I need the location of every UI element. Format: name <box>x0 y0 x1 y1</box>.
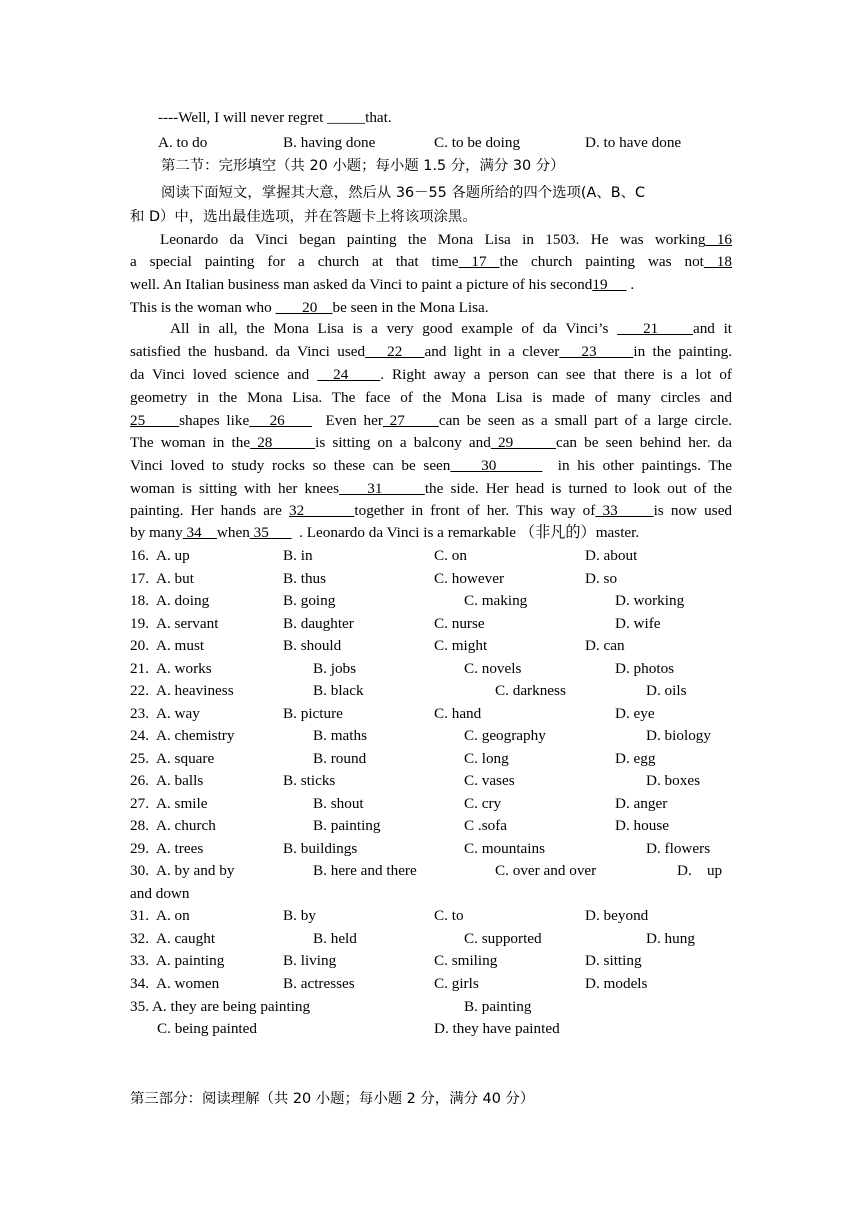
q35-option-c: C. being painted <box>157 1020 257 1037</box>
option-b: B. buildings <box>283 839 358 857</box>
option-c: C. however <box>434 569 505 587</box>
option-c: C. smiling <box>434 952 498 969</box>
passage-line: painting. Her hands are 32 together in front of her. This way of 33 is now used <box>130 502 733 519</box>
option-b: B. here and there <box>313 862 417 879</box>
question-number: 24. <box>130 727 149 744</box>
option-c: C. supported <box>464 929 542 947</box>
option-b: B. going <box>283 592 336 609</box>
question-number: 17. <box>130 569 149 587</box>
option-a: A. up <box>156 547 190 564</box>
blank-30: 30 <box>450 457 543 474</box>
option-d: D. boxes <box>646 772 700 789</box>
option-d: D. working <box>615 592 685 609</box>
option-d: D. house <box>615 817 669 834</box>
option-c: C. over and over <box>495 862 597 879</box>
passage-line: Leonardo da Vinci began painting the Mona Lisa in 1503. He was working 16 <box>160 231 733 248</box>
question-number: 21. <box>130 659 149 677</box>
question-number: 33. <box>130 952 149 969</box>
option-b: B. jobs <box>313 659 357 677</box>
passage-line: satisfied the husband. da Vinci used 22 and light in a clever 23 in the painting. <box>130 343 733 360</box>
q35-option-b: B. painting <box>464 998 532 1015</box>
option-b: B. round <box>313 749 367 767</box>
option-c: C. on <box>434 547 467 564</box>
option-a: A. painting <box>156 952 225 969</box>
question-number: 20. <box>130 637 149 654</box>
option-d: D. can <box>585 637 625 654</box>
option-b: B. sticks <box>283 772 336 789</box>
option-d: D. egg <box>615 749 656 767</box>
intro-question <box>158 107 760 129</box>
option-c: C. vases <box>464 772 515 789</box>
question-number: 29. <box>130 839 149 857</box>
blank-20: 20 <box>275 299 333 316</box>
passage-line: The woman in the 28 is sitting on a balcony and 29 can be seen behind her. da <box>130 434 733 451</box>
blank-35: 35 <box>249 524 292 541</box>
question-number: 32. <box>130 929 149 947</box>
passage-line: well. An Italian business man asked da Vinci to paint a picture of his second19 . <box>130 276 635 293</box>
option-b: B. maths <box>313 727 368 744</box>
option-b: B. actresses <box>283 974 355 992</box>
question-number: 27. <box>130 794 149 812</box>
option-a: A. by and by <box>156 862 235 879</box>
option-b: B. thus <box>283 569 327 587</box>
option-d: D. up <box>677 862 723 879</box>
passage-line: This is the woman who 20 be seen in the Mona Lisa. <box>130 299 489 316</box>
option-c: C. darkness <box>495 682 566 699</box>
option-a: A. square <box>156 749 215 767</box>
option-b: B. held <box>313 929 357 947</box>
option-a: A. chemistry <box>156 727 235 744</box>
blank-27: 27 <box>382 412 439 429</box>
instruction-line-2: 和 D）中，选出最佳选项，并在答题卡上将该项涂黑。 <box>130 209 477 225</box>
blank-18: 18 <box>703 253 732 270</box>
option-a: A. must <box>156 637 205 654</box>
option-a: A. way <box>156 704 200 722</box>
option-c: C. long <box>464 749 509 767</box>
option-d: D. hung <box>646 929 695 947</box>
option-b: B. shout <box>313 794 364 812</box>
option-c: C. mountains <box>464 839 546 857</box>
option-a: A. trees <box>156 839 204 857</box>
option-a: A. doing <box>156 592 210 609</box>
question-number: 23. <box>130 704 149 722</box>
blank-21: 21 <box>617 320 693 337</box>
section3-title: 第三部分：阅读理解（共 20 小题；每小题 2 分，满分 40 分） <box>130 1091 535 1107</box>
option-b: B. living <box>283 952 337 969</box>
passage-line: Vinci loved to study rocks so these can be seen 30 in his other paintings. The <box>130 457 733 474</box>
answer-blank: _____ <box>327 109 366 126</box>
option-a: A. church <box>156 817 216 834</box>
option-a: A. caught <box>156 929 216 947</box>
passage-line: 25 shapes like 26 Even her 27 can be seen as a small part of a large circle. <box>130 412 733 429</box>
option-a: A. smile <box>156 794 208 812</box>
option-b: B. daughter <box>283 614 354 632</box>
question-number: 19. <box>130 614 149 632</box>
option-b: B. should <box>283 637 342 654</box>
option-d: D. anger <box>615 794 668 812</box>
option-c: C. novels <box>464 659 522 677</box>
option-a: A. balls <box>156 772 204 789</box>
question-number: 28. <box>130 817 149 834</box>
intro-option-c: C. to be doing <box>434 134 521 151</box>
blank-17: 17 <box>458 253 500 270</box>
option-a: A. works <box>156 659 212 677</box>
intro-text: ----Well, I will never regret <box>158 109 328 126</box>
option-a: A. women <box>156 974 220 992</box>
option-c: C. making <box>464 592 528 609</box>
question-number: 31. <box>130 907 149 924</box>
option-d: D. so <box>585 569 618 587</box>
option-d: D. about <box>585 547 638 564</box>
blank-23: 23 <box>559 343 634 360</box>
option-c: C .sofa <box>464 817 508 834</box>
blank-16: 16 <box>705 231 733 248</box>
blank-31: 31 <box>339 480 425 497</box>
question-number: 26. <box>130 772 149 789</box>
blank-19: 19 <box>592 276 627 293</box>
option-d: D. eye <box>615 704 655 722</box>
question-number: 34. <box>130 974 149 992</box>
question-number: 16. <box>130 547 149 564</box>
option-d: D. sitting <box>585 952 642 969</box>
passage-line: All in all, the Mona Lisa is a very good example of da Vinci’s 21 and it <box>170 320 733 337</box>
option-d: D. flowers <box>646 839 711 857</box>
option-a: A. but <box>156 569 194 587</box>
passage-line: a special painting for a church at that time 17 the church painting was not 18 <box>130 253 732 270</box>
question-number: 22. <box>130 682 149 699</box>
option-c: C. to <box>434 907 464 924</box>
option-d: D. biology <box>646 727 711 744</box>
option-c: C. cry <box>464 794 502 812</box>
blank-28: 28 <box>250 434 316 451</box>
blank-34: 34 <box>182 524 217 541</box>
blank-33: 33 <box>595 502 654 519</box>
option-c: C. nurse <box>434 614 485 632</box>
blank-29: 29 <box>490 434 556 451</box>
option-b: B. painting <box>313 817 381 834</box>
intro-option-b: B. having done <box>283 134 376 151</box>
option-c: C. might <box>434 637 488 654</box>
blank-22: 22 <box>365 343 425 360</box>
blank-24: 24 <box>317 366 381 383</box>
option-d: D. oils <box>646 682 687 699</box>
question-number: 18. <box>130 592 149 609</box>
option-d-continued: and down <box>130 884 190 902</box>
option-b: B. by <box>283 907 316 924</box>
option-a: A. on <box>156 907 190 924</box>
q35-option-d: D. they have painted <box>434 1020 560 1037</box>
option-a: A. heaviness <box>156 682 234 699</box>
option-d: D. wife <box>615 614 661 632</box>
blank-26: 26 <box>249 412 312 429</box>
option-c: C. geography <box>464 727 546 744</box>
q35-option-a: 35. A. they are being painting <box>130 998 311 1015</box>
blank-32: 32 <box>289 502 355 519</box>
passage-line: woman is sitting with her knees 31 the side. Her head is turned to look out of the <box>130 480 732 497</box>
option-a: A. servant <box>156 614 219 632</box>
option-c: C. hand <box>434 704 482 722</box>
option-b: B. black <box>313 682 364 699</box>
option-b: B. in <box>283 547 313 564</box>
passage-line: geometry in the Mona Lisa. The face of the Mona Lisa is made of many circles and <box>130 389 732 406</box>
question-number: 25. <box>130 749 149 767</box>
intro-option-a: A. to do <box>158 134 208 151</box>
instruction-line-1: 阅读下面短文，掌握其大意，然后从 36－55 各题所给的四个选项(A、B、C <box>161 185 646 201</box>
intro-option-d: D. to have done <box>585 134 682 151</box>
option-b: B. picture <box>283 704 343 722</box>
blank-25: 25 <box>130 412 180 429</box>
option-d: D. models <box>585 974 648 992</box>
intro-text-end: that. <box>365 109 392 126</box>
section2-title: 第二节：完形填空（共 20 小题；每小题 1.5 分，满分 30 分） <box>161 158 565 174</box>
question-number: 30. <box>130 862 149 879</box>
passage-line: da Vinci loved science and 24 . Right away a person can see that there is a lot of <box>130 366 732 383</box>
option-c: C. girls <box>434 974 479 992</box>
passage-line: by many 34 when 35 . Leonardo da Vinci is a remarkable （非凡的）master. <box>130 524 640 541</box>
option-d: D. photos <box>615 659 675 677</box>
option-d: D. beyond <box>585 907 649 924</box>
